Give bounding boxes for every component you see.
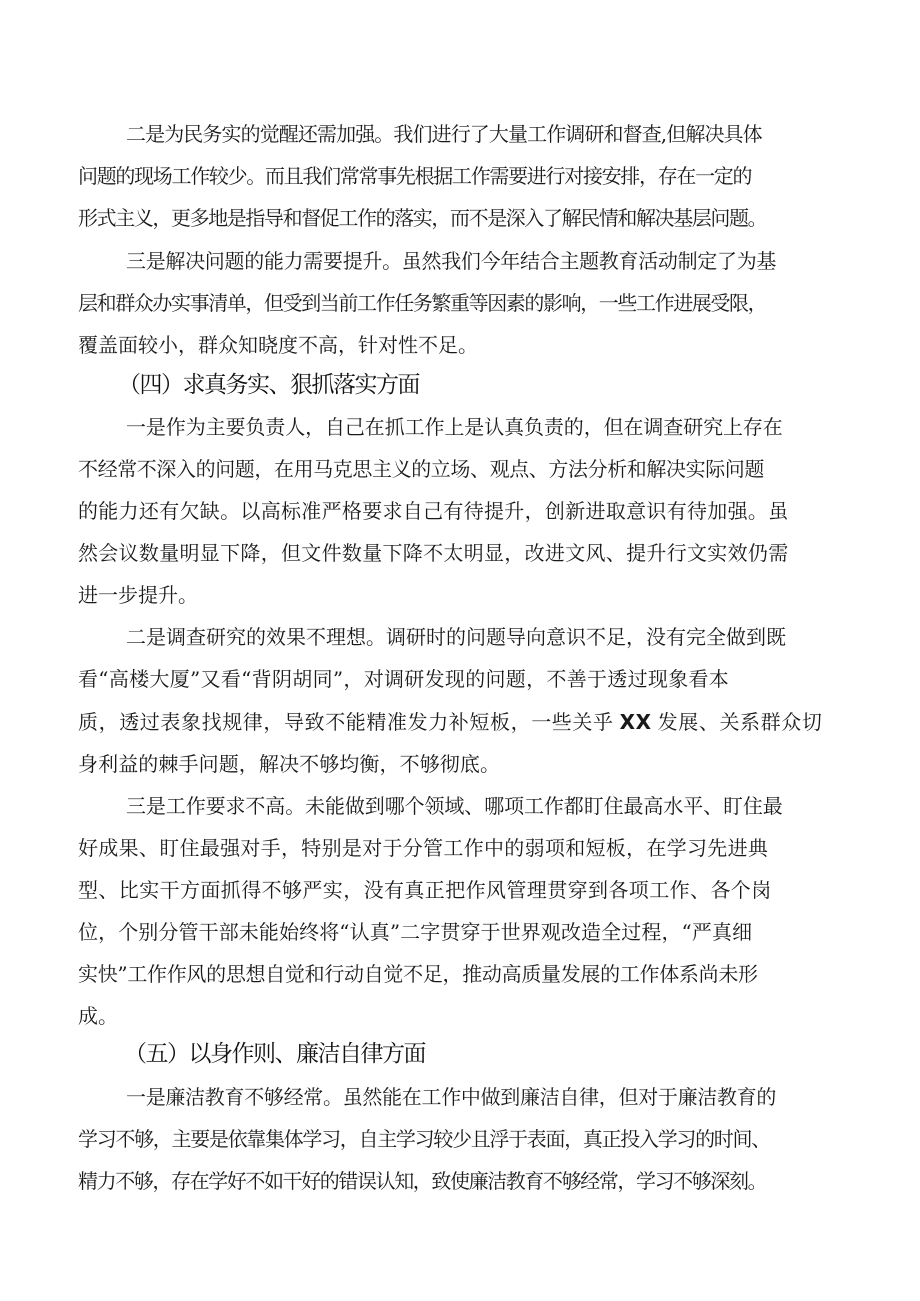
paragraph-line: 身利益的棘手问题，解决不够均衡，不够彻底。 xyxy=(78,752,501,776)
paragraph-line: 型、比实干方面抓得不够严实，没有真正把作风管理贯穿到各项工作、各个岗 xyxy=(78,878,772,902)
paragraph-line: 形式主义，更多地是指导和督促工作的落实，而不是深入了解民情和解决基层问题。 xyxy=(78,206,767,230)
section-heading: （五）以身作则、廉洁自律方面 xyxy=(124,1041,425,1067)
paragraph-line: 的能力还有欠缺。以高标准严格要求自己有待提升，创新进取意识有待加强。虽 xyxy=(78,499,789,523)
paragraph-line: 不经常不深入的问题，在用马克思主义的立场、观点、方法分析和解决实际问题 xyxy=(78,457,764,481)
paragraph-line: 一是作为主要负责人，自己在抓工作上是认真负责的，但在调查研究上存在 xyxy=(126,415,783,439)
emphasis-text: XX xyxy=(619,710,652,734)
paragraph-line: 三是解决问题的能力需要提升。虽然我们今年结合主题教育活动制定了为基 xyxy=(126,249,777,273)
paragraph-line: 进一步提升。 xyxy=(78,583,198,607)
paragraph-line xyxy=(78,709,822,735)
section-heading: （四）求真务实、狠抓落实方面 xyxy=(118,372,419,398)
paragraph-line: 二是调查研究的效果不理想。调研时的问题导向意识不足，没有完全做到既 xyxy=(126,625,786,649)
paragraph-line: 学习不够，主要是依靠集体学习，自主学习较少且浮于表面，真正投入学习的时间、 xyxy=(78,1127,770,1151)
paragraph-line: 位，个别分管干部未能始终将“认真”二字贯穿于世界观改造全过程，“严真细 xyxy=(78,920,753,944)
paragraph-line: 成。 xyxy=(78,1004,118,1028)
paragraph-line: 三是工作要求不高。未能做到哪个领域、哪项工作都盯住最高水平、盯住最 xyxy=(126,794,783,818)
line-text: 发展、关系群众切 xyxy=(657,710,823,734)
paragraph-line: 二是为民务实的觉醒还需加强。我们进行了大量工作调研和督查,但解决具体 xyxy=(126,122,762,146)
paragraph-line: 精力不够，存在学好不如干好的错误认知，致使廉洁教育不够经常，学习不够深刻。 xyxy=(78,1169,767,1193)
paragraph-line: 实快”工作作风的思想自觉和行动自觉不足，推动高质量发展的工作体系尚未形 xyxy=(78,962,758,986)
paragraph-line: 看“高楼大厦”又看“背阴胡同”，对调研发现的问题，不善于透过现象看本 xyxy=(78,667,730,691)
paragraph-line: 然会议数量明显下降，但文件数量下降不太明显，改进文风、提升行文实效仍需 xyxy=(78,541,789,565)
paragraph-line: 好成果、盯住最强对手，特别是对于分管工作中的弱项和短板，在学习先进典 xyxy=(78,836,769,860)
paragraph-line: 问题的现场工作较少。而且我们常常事先根据工作需要进行对接安排，存在一定的 xyxy=(78,164,752,188)
paragraph-line: 层和群众办实事清单，但受到当前工作任务繁重等因素的影响，一些工作进展受限， xyxy=(78,291,767,315)
line-text: 质，透过表象找规律，导致不能精准发力补短板，一些关乎 xyxy=(78,710,614,734)
paragraph-line: 覆盖面较小，群众知晓度不高，针对性不足。 xyxy=(78,333,478,357)
paragraph-line: 一是廉洁教育不够经常。虽然能在工作中做到廉洁自律，但对于廉洁教育的 xyxy=(126,1085,777,1109)
